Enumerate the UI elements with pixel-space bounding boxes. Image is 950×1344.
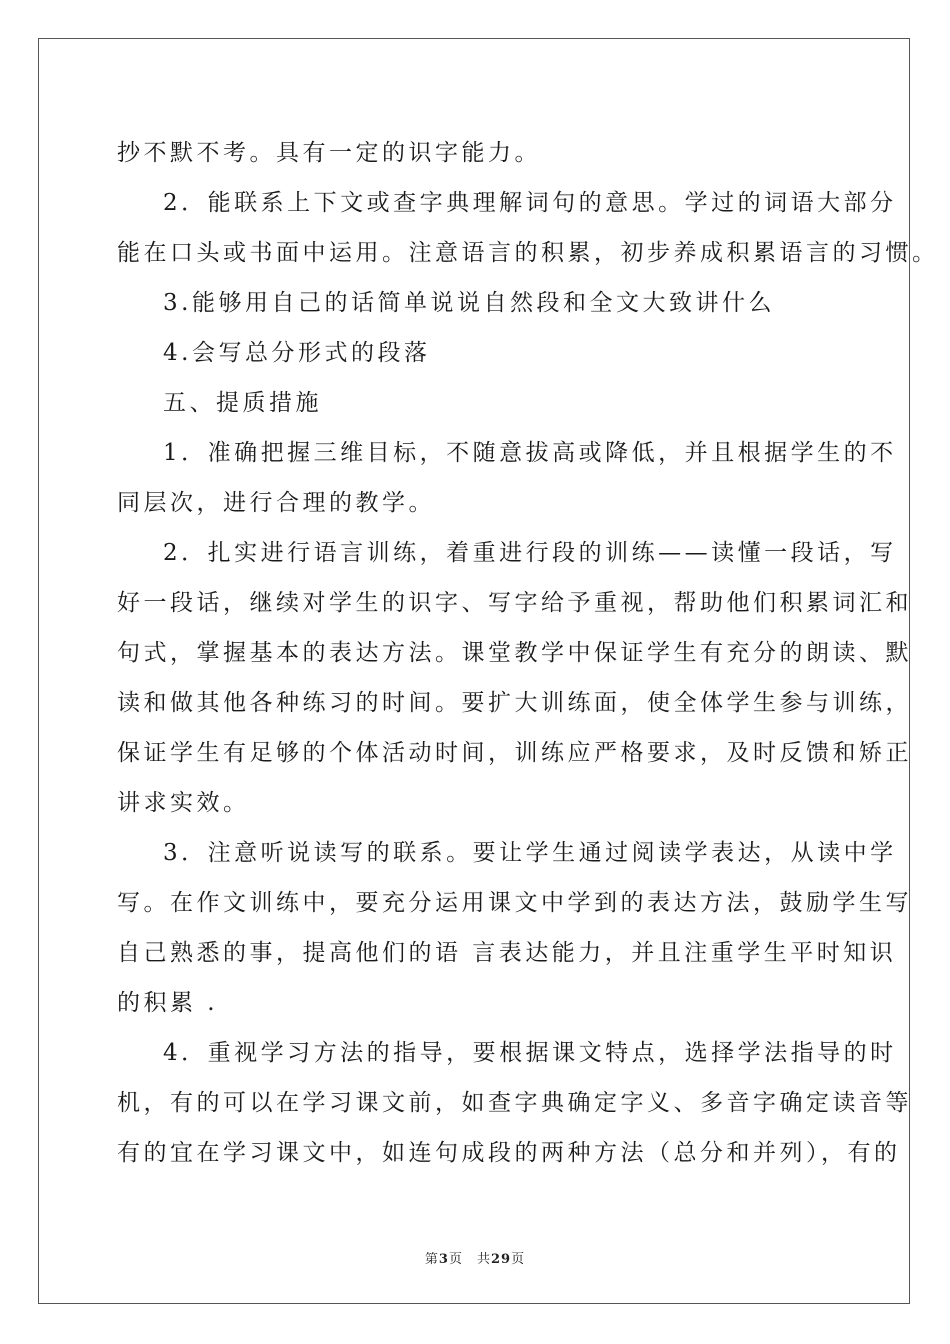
page-footer (0, 1248, 950, 1267)
text-line: 写。在作文训练中，要充分运用课文中学到的表达方法，鼓励学生写 (117, 890, 912, 916)
page-number: 3 (438, 1252, 449, 1267)
text-line: 自己熟悉的事，提高他们的语 言表达能力，并且注重学生平时知识 (117, 940, 897, 966)
text-line: 1．准确把握三维目标，不随意拔高或降低，并且根据学生的不 (163, 440, 897, 466)
text-line: 2．能联系上下文或查字典理解词句的意思。学过的词语大部分 (163, 190, 897, 216)
text-line: 同层次，进行合理的教学。 (117, 490, 435, 516)
text-line: 抄不默不考。具有一定的识字能力。 (117, 140, 541, 166)
page-suffix: 页 (448, 1252, 463, 1267)
text-line: 的积累 . (117, 990, 219, 1016)
text-line: 机，有的可以在学习课文前，如查字典确定字义、多音字确定读音等 (117, 1090, 912, 1116)
text-line: 4．重视学习方法的指导，要根据课文特点，选择学法指导的时 (163, 1040, 897, 1066)
text-line: 4.会写总分形式的段落 (163, 340, 431, 366)
text-line: 保证学生有足够的个体活动时间，训练应严格要求，及时反馈和矫正 (117, 740, 912, 766)
text-line: 3.能够用自己的话简单说说自然段和全文大致讲什么 (163, 290, 775, 316)
document-body (117, 128, 939, 1178)
text-line: 能在口头或书面中运用。注意语言的积累，初步养成积累语言的习惯。 (117, 240, 939, 266)
total-suffix: 页 (511, 1252, 526, 1267)
section-heading: 五、提质措施 (163, 390, 322, 416)
total-prefix: 共 (476, 1252, 491, 1267)
text-line: 有的宜在学习课文中，如连句成段的两种方法（总分和并列），有的 (117, 1140, 901, 1166)
text-line: 2．扎实进行语言训练，着重进行段的训练——读懂一段话，写 (163, 540, 897, 566)
text-line: 句式，掌握基本的表达方法。课堂教学中保证学生有充分的朗读、默 (117, 640, 912, 666)
page-prefix: 第 (424, 1252, 439, 1267)
text-line: 好一段话，继续对学生的识字、写字给予重视，帮助他们积累词汇和 (117, 590, 912, 616)
page-total: 29 (490, 1252, 512, 1267)
text-line: 读和做其他各种练习的时间。要扩大训练面，使全体学生参与训练， (117, 690, 912, 716)
text-line: 讲求实效。 (117, 790, 250, 816)
text-line: 3．注意听说读写的联系。要让学生通过阅读学表达，从读中学 (163, 840, 897, 866)
